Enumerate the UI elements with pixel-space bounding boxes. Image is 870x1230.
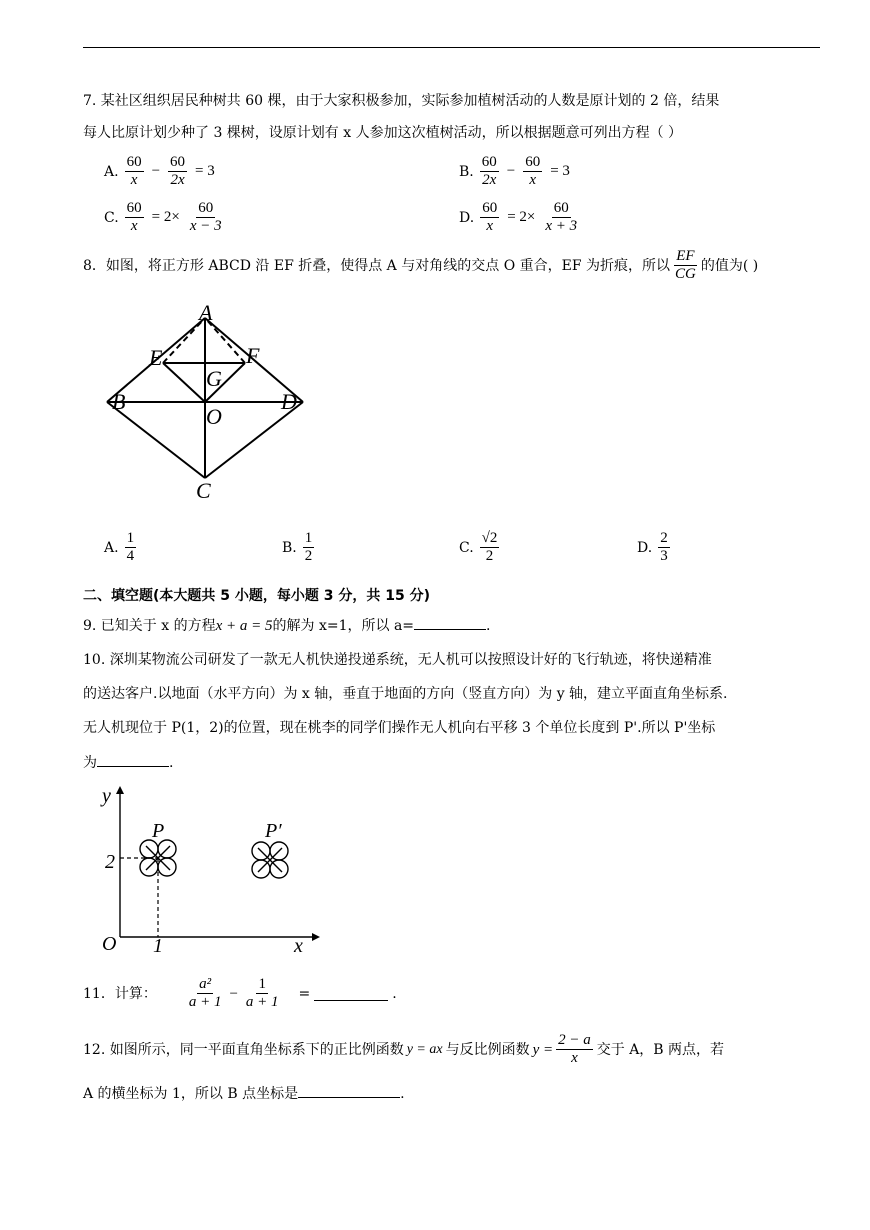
fraction: $\frac{60}{x}$ (482, 200, 498, 234)
answer-blank[interactable] (298, 1083, 400, 1098)
x-axis-arrow (312, 933, 320, 941)
q8-option-a[interactable]: A. $\frac{1}{4}$ (104, 530, 135, 564)
fraction: $\frac{√2}{2}$ (481, 530, 498, 564)
label-x: x (294, 935, 303, 957)
fold-figure (100, 300, 320, 510)
q7-option-b[interactable]: B. $\frac{60}{2x}$ − $\frac{60}{x}$ = 3 (459, 154, 570, 188)
fraction: $\frac{60}{2x}$ (170, 154, 186, 188)
section-title: 二、填空题(本大题共 5 小题，每小题 3 分，共 15 分) (83, 588, 431, 604)
fraction: $\frac{60}{x}$ (525, 154, 541, 188)
label-e: E (149, 345, 163, 370)
q8-option-d[interactable]: D. $\frac{2}{3}$ (637, 530, 668, 564)
q7-line2: 每人比原计划少种了 3 棵树，设原计划有 x 人参加这次植树活动，所以根据题意可列出方程（ ） (83, 125, 683, 141)
q12-direct-function: y = ax (406, 1041, 443, 1057)
fraction: $\frac{60}{x}$ (126, 154, 142, 188)
label-p: P (152, 820, 165, 842)
header-rule (83, 47, 820, 48)
fraction: $\frac{60}{2x}$ (481, 154, 497, 188)
ratio-fraction: $\frac{EF}{CG}$ (675, 248, 696, 282)
fraction: $\frac{1}{4}$ (126, 530, 135, 564)
label-two: 2 (105, 851, 115, 873)
fraction: $\frac{1}{2}$ (304, 530, 313, 564)
label-origin: O (102, 933, 117, 955)
q12-line1: 12. 如图所示，同一平面直角坐标系下的正比例函数 y = ax 与反比例函数 y = $\frac{2 - a}{x}$ 交于 A，B 两点，若 (83, 1032, 725, 1066)
q8-option-b[interactable]: B. $\frac{1}{2}$ (282, 530, 313, 564)
q7-line1: 7. 某社区组织居民种树共 60 棵，由于大家积极参加，实际参加植树活动的人数是原计划的 2 倍，结果 (83, 93, 720, 109)
label-y: y (102, 785, 111, 807)
q10-line4: 为 . (83, 752, 173, 773)
q7-option-c[interactable]: C. $\frac{60}{x}$ = 2× $\frac{60}{x - 3}$ (104, 200, 222, 234)
fraction: $\frac{1}{a + 1}$ (245, 976, 279, 1010)
label-o: O (206, 404, 222, 429)
drone-p-prime-icon (252, 842, 288, 878)
fraction: $\frac{2 - a}{x}$ (558, 1032, 591, 1066)
fraction: $\frac{60}{x - 3}$ (189, 200, 222, 234)
y-axis-arrow (116, 786, 124, 794)
answer-blank[interactable] (414, 615, 486, 630)
fraction: $\frac{60}{x + 3}$ (545, 200, 578, 234)
q7-option-d[interactable]: D. $\frac{60}{x}$ = 2× $\frac{60}{x + 3}$ (459, 200, 578, 234)
label-one: 1 (153, 935, 163, 957)
q9-equation: x + a = 5 (215, 618, 273, 634)
option-label: C. (104, 209, 119, 226)
q10-line3: 无人机现位于 P(1，2)的位置，现在桃李的同学们操作无人机向右平移 3 个单位长度到 P'.所以 P'坐标 (83, 720, 716, 736)
drone-coordinate-figure (100, 782, 330, 962)
answer-blank[interactable] (97, 752, 169, 767)
q8-option-c[interactable]: C. $\frac{√2}{2}$ (459, 530, 498, 564)
fraction: $\frac{2}{3}$ (660, 530, 668, 564)
option-label: A. (104, 163, 119, 180)
drone-p-icon (140, 840, 176, 876)
fold-eo (163, 363, 205, 402)
q7-option-a[interactable]: A. $\frac{60}{x}$ − $\frac{60}{2x}$ = 3 (104, 154, 215, 188)
label-d: D (281, 389, 297, 414)
label-c: C (196, 478, 211, 503)
q10-line2: 的送达客户.以地面（水平方向）为 x 轴，垂直于地面的方向（竖直方向）为 y 轴，建立平面直角坐标系. (83, 686, 728, 702)
q12-line2: A 的横坐标为 1，所以 B 点坐标是 . (83, 1083, 405, 1104)
option-label: D. (459, 209, 475, 226)
answer-blank[interactable] (314, 986, 388, 1001)
q8-tail: 的值为( ) (700, 257, 759, 274)
option-label: B. (459, 163, 474, 180)
label-g: G (206, 366, 222, 391)
q11: 11．计算： $\frac{\text{a²}}{a + 1}$ − $\frac{1}{a + 1}$ = . (83, 976, 397, 1010)
q9: 9. 已知关于 x 的方程x + a = 5的解为 x=1，所以 a= . (83, 615, 490, 636)
label-p-prime: P′ (265, 820, 282, 842)
fraction: $\frac{\text{a²}}{a + 1}$ (188, 976, 222, 1010)
q10-line1: 10. 深圳某物流公司研发了一款无人机快递投递系统，无人机可以按照设计好的飞行轨迹，将快递精准 (83, 652, 712, 668)
label-b: B (112, 389, 126, 414)
label-a: A (199, 300, 213, 325)
q8-stem (83, 248, 758, 283)
q8-text: 8．如图，将正方形 ABCD 沿 EF 折叠，使得点 A 与对角线的交点 O 重合，EF 为折痕，所以 (83, 257, 671, 274)
fraction: $\frac{60}{x}$ (126, 200, 142, 234)
label-f: F (246, 343, 260, 368)
